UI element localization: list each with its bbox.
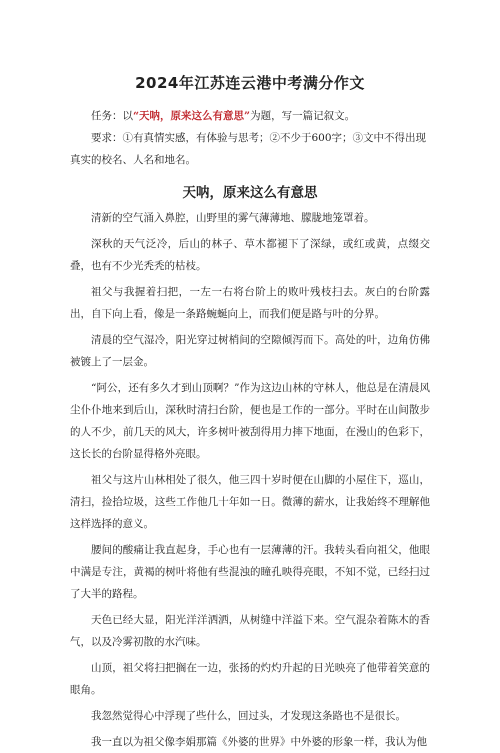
essay-paragraph: 祖父与这片山林相处了很久，他三四十岁时便在山脚的小屋住下，巡山，清扫，捡拾垃圾，这些工作他几十年如一日。微薄的薪水，让我始终不理解他这样选择的意义。 (70, 474, 430, 530)
task-highlight: “天呐，原来这么有意思” (133, 110, 251, 122)
essay-paragraph: “阿公，还有多久才到山顶啊？”作为这边山林的守林人，他总是在清晨风尘仆仆地来到后山，深秋时清扫台阶，便也是工作的一部分。平时在山间散步的人不少，前几天的风大，许多树叶被刮得用力摔下地面，在漫山的色彩下，这长长的台阶显得格外亮眼。 (70, 382, 430, 460)
essay-body (70, 207, 430, 753)
task-line (70, 105, 430, 127)
essay-paragraph: 腰间的酸痛让我直起身，手心也有一层薄薄的汗。我转头看向祖父，他眼中满是专注，黄褐的树叶将他有些混浊的瞳孔映得亮眼，不知不觉，已经扫过了大半的路程。 (70, 544, 430, 600)
essay-paragraph: 天色已经大显，阳光洋洋洒洒，从树缝中洋溢下来。空气混杂着陈木的香气，以及冷雾初散的水汽味。 (70, 614, 430, 648)
task-suffix: 为题，写一篇记叙文。 (250, 110, 356, 122)
essay-paragraph: 清新的空气涌入鼻腔，山野里的雾气薄薄地、朦胧地笼罩着。 (91, 212, 375, 224)
essay-paragraph: 我一直以为祖父像李娟那篇《外婆的世界》中外婆的形象一样，我认为他 (91, 736, 427, 748)
essay-paragraph: 深秋的天气泛冷，后山的林子、草木都褪下了深绿，或红或黄，点缀交叠，也有不少光秃秃的枯枝。 (70, 238, 430, 272)
requirements-line: 要求：①有真情实感，有体验与思考；②不少于600字；③文中不得出现真实的校名、人名和地名。 (70, 132, 427, 166)
essay-paragraph: 祖父与我握着扫把，一左一右将台阶上的败叶残枝扫去。灰白的台阶露出，自下向上看，像是一条路蜿蜒向上，而我们便是路与叶的分界。 (70, 286, 430, 320)
essay-title: 天呐，原来这么有意思 (182, 185, 318, 201)
essay-paragraph: 我忽然觉得心中浮现了些什么，回过头，才发现这条路也不是很长。 (91, 710, 406, 722)
essay-paragraph: 山顶，祖父将扫把搁在一边，张扬的灼灼升起的日光映亮了他带着笑意的眼角。 (70, 662, 430, 696)
document-title: 2024年江苏连云港中考满分作文 (135, 74, 365, 92)
task-prefix: 任务：以 (91, 110, 133, 122)
essay-paragraph: 清晨的空气湿冷，阳光穿过树梢间的空隙倾泻而下。高处的叶，边角仿佛被镀上了一层金。 (70, 334, 430, 368)
